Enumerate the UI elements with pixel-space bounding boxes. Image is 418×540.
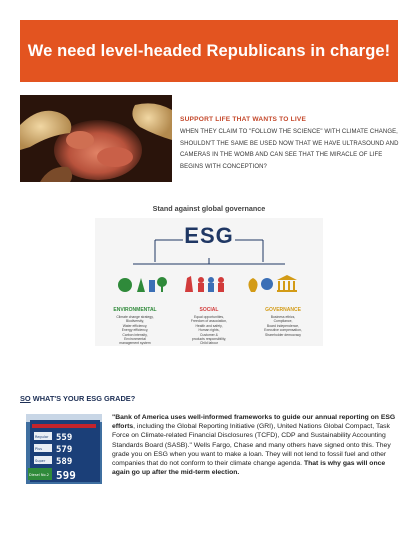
- environmental-item: Carbon intensity,: [122, 332, 148, 337]
- gas-label-super: Super: [35, 459, 46, 463]
- social-list: [173, 315, 245, 346]
- esg-grade-rest: WHAT'S YOUR ESG GRADE?: [30, 394, 136, 403]
- esg-grade-heading: [20, 394, 135, 403]
- governance-list: [247, 315, 319, 337]
- environmental-item: Energy efficiency,: [121, 328, 149, 333]
- social-item: Child labour: [199, 341, 219, 346]
- gas-price-super: 589: [56, 457, 73, 467]
- environmental-item: Water efficiency,: [122, 323, 148, 328]
- esg-pillar-icons: [95, 268, 323, 308]
- social-icon: [185, 276, 224, 292]
- governance-label: GOVERNANCE: [265, 307, 301, 313]
- gas-label-plus: Plus: [35, 447, 43, 451]
- gas-price-sign-image: [26, 414, 102, 484]
- gas-price-diesel: 599: [56, 469, 76, 482]
- esg-grade-so: SO: [20, 394, 31, 403]
- gas-label-regular: Regular: [35, 435, 49, 439]
- gas-label-diesel: Diesel No.2: [29, 473, 49, 477]
- esg-infographic: [95, 218, 323, 346]
- boa-conclusion-bold: That is why gas will once again go up after the mid-term election.: [112, 460, 386, 477]
- social-item: Customer &: [200, 332, 218, 337]
- support-life-heading: SUPPORT LIFE THAT WANTS TO LIVE: [180, 116, 307, 123]
- social-item: Freedom of association,: [190, 319, 228, 324]
- esg-title: ESG: [184, 223, 234, 248]
- environmental-item: management system: [119, 341, 151, 346]
- hands-holding-baby-image: [20, 95, 172, 182]
- environmental-item: Climate change strategy,: [116, 315, 154, 319]
- governance-item: Business ethics,: [270, 315, 296, 319]
- environmental-label: ENVIRONMENTAL: [113, 307, 157, 313]
- gas-sign-illustration: [26, 414, 102, 484]
- support-life-section: [180, 116, 402, 173]
- governance-icon: [248, 275, 297, 292]
- bank-of-america-paragraph: [112, 413, 400, 477]
- boa-quote-bold: "Bank of America uses well-informed frameworks to guide our annual reporting on ESG efforts: [112, 414, 396, 431]
- governance-item: Executive compensation,: [264, 328, 302, 333]
- governance-item: Compliance,: [273, 319, 293, 324]
- environmental-item: Environmental: [124, 337, 146, 342]
- environment-icon: [118, 277, 167, 292]
- headline-banner: [20, 20, 398, 82]
- gas-price-regular: 559: [56, 433, 73, 443]
- social-item: Health and safety,: [195, 323, 223, 328]
- social-item: Human rights,: [198, 328, 220, 333]
- support-life-body: WHEN THEY CLAIM TO "FOLLOW THE SCIENCE" WITH CLIMATE CHANGE, SHOULDN'T THE SAME BE USED NOW THAT WE HAVE ULTRASOUND AND CAMERAS IN THE WOMB AND CAN SEE THAT THE MIRACLE OF LIFE BEGINS WITH CONCEPTION?: [180, 129, 399, 170]
- hands-photo-illustration: [20, 95, 172, 182]
- boa-quote-text: , including the Global Reporting Initiative (GRI), United Nations Global Compact, Task Force on Climate-related Financial Disclosures (TCFD), CDP and Sustainability Accounting Standards Board (SASB)." Wells Fargo, Chase and many others have signed onto this. They grade you on ESG when you want to make a loan. They will not lend to fossil fuel and other companies that do not conform to their climate change agenda.: [112, 423, 391, 468]
- governance-item: Board independence,: [266, 323, 300, 328]
- environmental-item: Biodiversity,: [125, 319, 145, 324]
- headline-title: We need level-headed Republicans in charge!: [27, 41, 391, 60]
- social-item: Equal opportunities,: [194, 315, 224, 319]
- gas-price-plus: 579: [56, 445, 73, 455]
- environmental-list: [99, 315, 171, 346]
- social-item: products responsibility,: [191, 337, 227, 342]
- social-label: SOCIAL: [199, 307, 219, 313]
- governance-item: Shareholder democracy: [265, 332, 301, 337]
- global-governance-heading: Stand against global governance: [152, 204, 266, 213]
